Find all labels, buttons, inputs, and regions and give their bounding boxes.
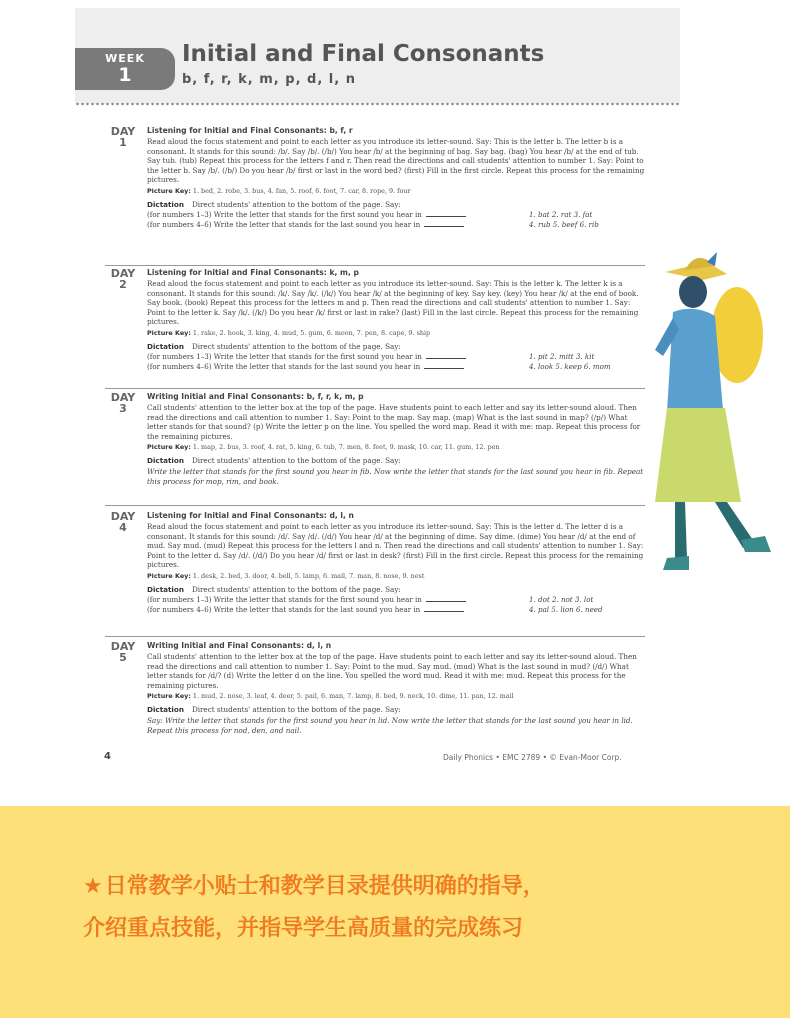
day-2-dictation-row: (for numbers 1–3) Write the letter that stands for the first sound you hear in 1. pit 2. mitt 3. kit — [147, 351, 595, 361]
day-2-dictation: Dictation Direct students' attention to the bottom of the page. Say: — [147, 341, 401, 351]
banner-line-2: 介绍重点技能，并指导学生高质量的完成练习 — [83, 916, 524, 941]
day-5-instructions: Call students' attention to the letter box at the top of the page. Have students point to each letter and say its letter-sound aloud. Then read the directions and call attention to number 1. Say: Point to the mud. Say mud. (mud) What is the last sound in mud? (/d/) What letter stands for /d/? (d) Write the letter d on the line. You spelled the word mud. Read it with me: mud. Repeat this process for the remaining pictures. — [147, 652, 637, 690]
section-divider — [105, 505, 645, 506]
day-4-dictation: Dictation Direct students' attention to the bottom of the page. Say: — [147, 584, 401, 594]
day-1-title: Listening for Initial and Final Consonants: b, f, r — [147, 126, 353, 135]
day-5-dictation: Dictation Direct students' attention to the bottom of the page. Say: — [147, 705, 401, 715]
day-2-picture-key: Picture Key: 1. rake, 2. hook, 3. king, 4. mud, 5. gum, 6. moon, 7. pen, 8. cape, 9. ship — [147, 328, 431, 337]
day-4-label: DAY 4 — [110, 510, 136, 534]
day-1-label: DAY 1 — [110, 125, 136, 149]
banner-line-1: ★日常教学小贴士和教学目录提供明确的指导， — [83, 874, 545, 899]
promo-banner — [0, 806, 790, 1018]
left-leg-shape — [675, 502, 687, 562]
day-4-picture-key: Picture Key: 1. desk, 2. bed, 3. door, 4. bell, 5. lamp, 6. mail, 7. man, 8. nose, 9. nest — [147, 571, 425, 580]
day-3-title: Writing Initial and Final Consonants: b, f, r, k, m, p — [147, 392, 364, 401]
worksheet-page — [75, 8, 680, 768]
star-icon: ★ — [83, 874, 103, 899]
hiker-illustration — [645, 240, 785, 590]
section-divider — [105, 388, 645, 389]
week-label: WEEK — [105, 52, 145, 65]
day-1-dictation: Dictation Direct students' attention to the bottom of the page. Say: — [147, 199, 401, 209]
day-1-dictation-row: (for numbers 4–6) Write the letter that stands for the last sound you hear in 4. rub 5. beef 6. rib — [147, 220, 599, 230]
day-4-title: Listening for Initial and Final Consonants: d, l, n — [147, 511, 354, 520]
day-5-dictation-text: Say: Write the letter that stands for the first sound you hear in lid. Now write the letter that stands for the last sound you hear in lid. Repeat this process for nod, den, and nail. — [147, 716, 633, 735]
day-5-label: DAY 5 — [110, 640, 136, 664]
day-2-dictation-row: (for numbers 4–6) Write the letter that stands for the last sound you hear in 4. look 5. keep 6. mom — [147, 362, 611, 372]
day-3-instructions: Call students' attention to the letter box at the top of the page. Have students point to each letter and say its letter-sound aloud. Then read the directions and call attention to number 1. Say: Point to the map. Say map. (map) What is the last sound in map? (/p/) What letter stands for that sound? (p) Write the letter p on the line. You spelled the word map. Read it with me: map. Repeat this process for the remaining pictures. — [147, 403, 641, 441]
footer-credit: Daily Phonics • EMC 2789 • © Evan-Moor Corp. — [443, 753, 622, 762]
day-2-title: Listening for Initial and Final Consonants: k, m, p — [147, 268, 359, 277]
day-4-dictation-row: (for numbers 1–3) Write the letter that stands for the first sound you hear in 1. dot 2. not 3. lot — [147, 594, 594, 604]
day-4-instructions: Read aloud the focus statement and point to each letter as you introduce its letter-sound. Say: This is the letter d. The letter d is a consonant. It stands for this sound: /d/. Say /d/. (/d/) You hear /d/ at the beginning of dime. Say dime. (dime) You hear /d/ at the end of mud. Say mud. (mud) Repeat this process for the letters l and n. Then read the directions and call students' attention to number 1. Say: Point to the letter d. Say /d/. (/d/) Do you hear /d/ first or last in desk? (first) Fill in the first circle. Repeat this process for the remaining pictures. — [147, 522, 644, 570]
week-tab — [75, 48, 175, 90]
day-3-label: DAY 3 — [110, 391, 136, 415]
section-divider — [105, 265, 645, 266]
section-divider — [105, 636, 645, 637]
page-subtitle: b, f, r, k, m, p, d, l, n — [182, 72, 356, 87]
page-number: 4 — [104, 751, 111, 762]
day-5-title: Writing Initial and Final Consonants: d, l, n — [147, 641, 332, 650]
left-shoe-shape — [663, 556, 689, 570]
dotted-divider — [75, 102, 680, 106]
day-3-picture-key: Picture Key: 1. map, 2. bus, 3. roof, 4. rat, 5. king, 6. tub, 7. men, 8. feet, 9. mask, 10. car, 11. gum, 12. pen — [147, 443, 500, 452]
day-1-instructions: Read aloud the focus statement and point to each letter as you introduce its letter-sound. Say: This is the letter b. The letter b is a consonant. It stands for this sound: /b/. Say /b/. (/b/) You hear /b/ at the beginning of bag. Say bag. (bag) You hear /b/ at the end of tub. Say tub. (tub) Repeat this process for the letters f and r. Then read the directions and call students' attention to number 1. Say: Point to the letter b. Say /b/. (/b/) Do you hear /b/ first or last in the word bed? (first) Fill in the first circle. Repeat this process for the remaining pictures. — [147, 137, 645, 185]
day-1-picture-key: Picture Key: 1. bed, 2. robe, 3. bus, 4. fan, 5. roof, 6. foot, 7. car, 8. rope, 9. four — [147, 186, 411, 195]
day-3-dictation: Dictation Direct students' attention to the bottom of the page. Say: — [147, 456, 401, 466]
day-2-label: DAY 2 — [110, 267, 136, 291]
skirt-shape — [655, 408, 741, 502]
week-number: 1 — [118, 64, 132, 86]
page-title: Initial and Final Consonants — [182, 41, 545, 67]
head-shape — [679, 276, 707, 308]
day-2-instructions: Read aloud the focus statement and point to each letter as you introduce its letter-sound. Say: This is the letter k. The letter k is a consonant. It stands for this sound: /k/. Say /k/. (/k/) You hear /k/ at the beginning of key. Say key. (key) You hear /k/ at the end of book. Say book. (book) Repeat this process for the letters m and p. Then read the directions and call students' attention to number 1. Say: Point to the letter k. Say /k/. (/k/) Do you hear /k/ first or last in rake? (last) Fill in the last circle. Repeat this process for the remaining pictures. — [147, 279, 639, 327]
day-1-dictation-row: (for numbers 1–3) Write the letter that stands for the first sound you hear in 1. bat 2. rat 3. fat — [147, 209, 593, 219]
day-5-picture-key: Picture Key: 1. mud, 2. nose, 3. leaf, 4. deer, 5. pail, 6. man, 7. lamp, 8. bed, 9. neck, 10. dime, 11. pan, 12. mail — [147, 692, 514, 701]
day-3-dictation-text: Write the letter that stands for the first sound you hear in fib. Now write the letter that stands for the last sound you hear in fib. Repeat this process for mop, rim, and book. — [147, 467, 644, 486]
day-4-dictation-row: (for numbers 4–6) Write the letter that stands for the last sound you hear in 4. pal 5. lion 6. need — [147, 605, 603, 615]
page-header — [75, 8, 680, 104]
